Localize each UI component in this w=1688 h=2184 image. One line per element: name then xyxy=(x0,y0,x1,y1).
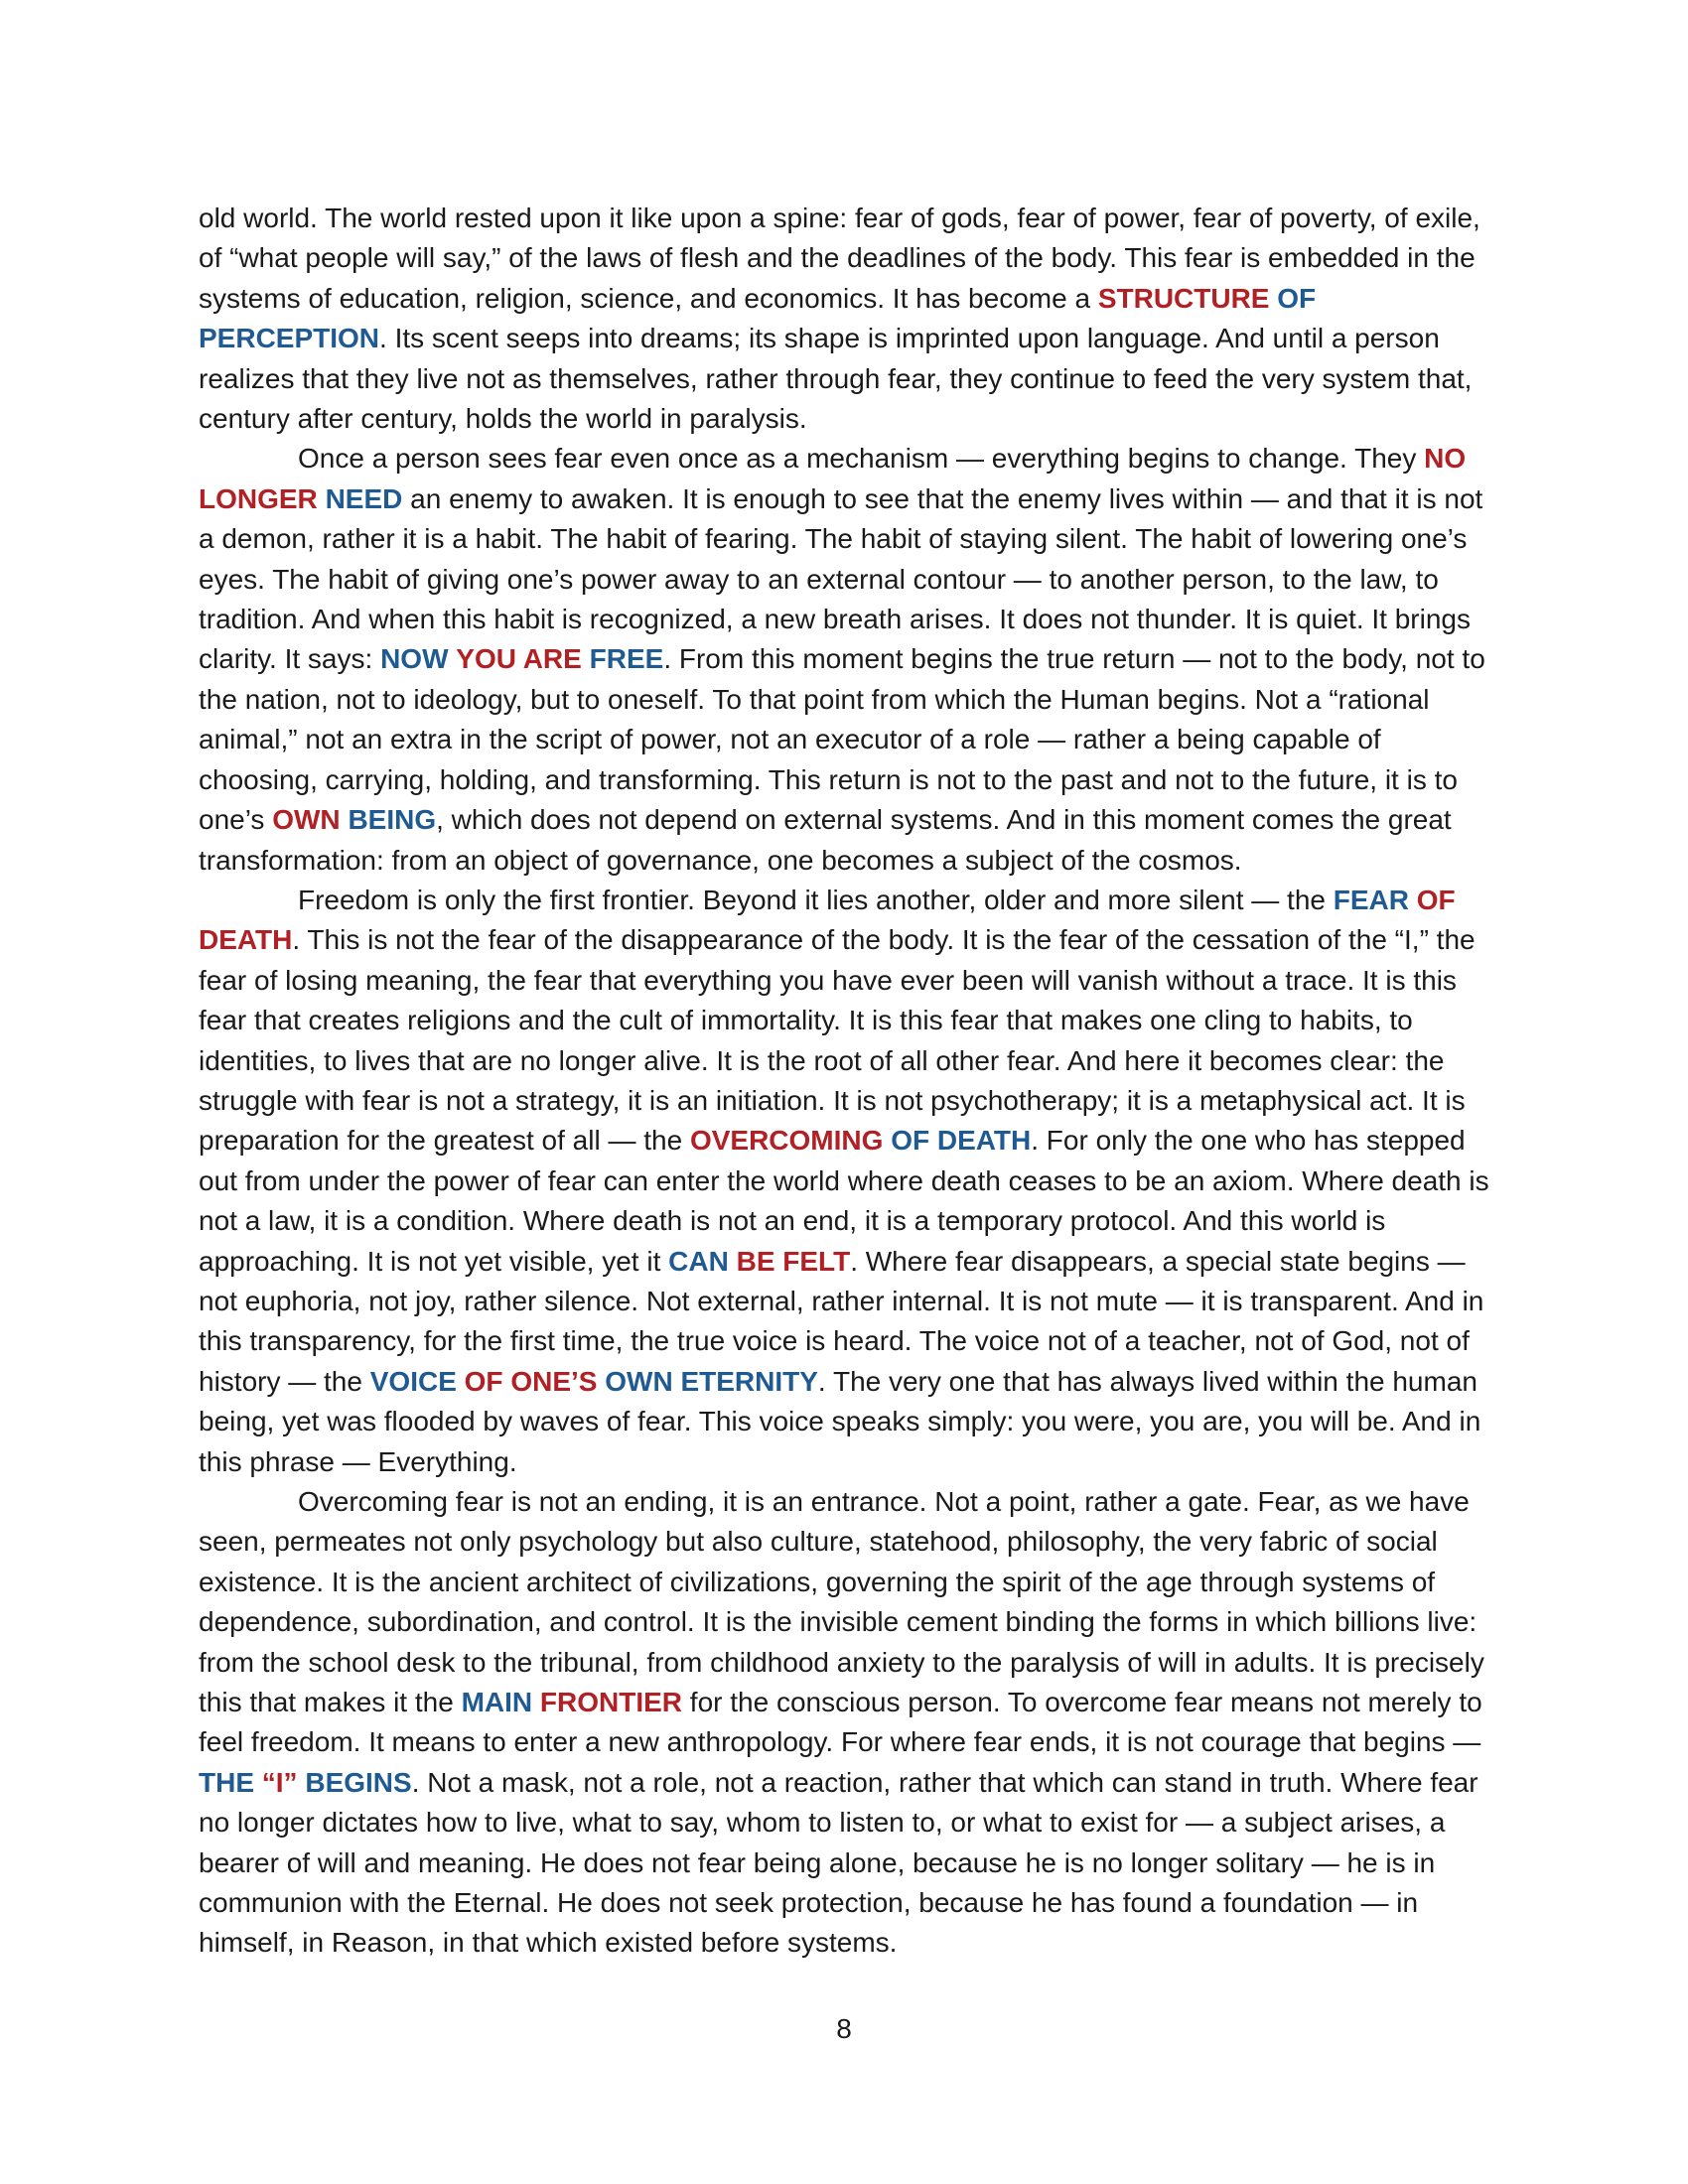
paragraph xyxy=(199,1482,1489,1964)
highlighted-phrase: FREE xyxy=(589,643,664,675)
text-run: . The very one that has always lived within the human being, yet was flooded by waves of fear. This voice speaks simply: you were, you are, you will be. And in this phrase — Everything. xyxy=(199,1365,1481,1477)
text-run: . From this moment begins the true return — not to the body, not to the nation, not to ideology, but to oneself. To that point from which the Human begins. Not a “rational animal,” not an extra in the script of power, not an executor of a role — rather a being capable of choosing, carrying, holding, and transforming. This return is not to the past and not to the future, it is to one’s xyxy=(199,643,1485,836)
text-run xyxy=(532,1687,540,1717)
text-run xyxy=(582,643,590,674)
highlighted-phrase: OF xyxy=(1277,282,1317,314)
highlighted-phrase: OF DEATH xyxy=(199,884,1456,956)
page-number: 8 xyxy=(836,2013,852,2044)
highlighted-phrase: STRUCTURE xyxy=(1097,282,1270,314)
paragraph xyxy=(199,199,1489,439)
text-run xyxy=(318,483,326,514)
text-run: . For only the one who has stepped out from under the power of fear can enter the world where death ceases to be an axiom. Where death is not a law, it is a condition. Where death is not an end, it is a temporary protocol. And this world is approaching. It is not yet visible, yet it xyxy=(199,1125,1489,1277)
text-run: an enemy to awaken. It is enough to see that the enemy lives within — and that it is not a demon, rather it is a habit. The habit of fearing. The habit of staying silent. The habit of lowering one’s eyes. The habit of giving one’s power away to an external contour — to another person, to the law, to tradition. And when this habit is recognized, a new breath arises. It does not thunder. It is quiet. It brings clarity. It says: xyxy=(199,482,1483,675)
highlighted-phrase: OVERCOMING xyxy=(689,1125,884,1157)
text-run: for the conscious person. To overcome fear means not merely to feel freedom. It means to enter a new anthropology. For where fear ends, it is not courage that begins — xyxy=(199,1687,1482,1758)
highlighted-phrase: YOU ARE xyxy=(456,643,582,675)
text-run xyxy=(729,1246,737,1277)
text-run: , which does not depend on external systems. And in this moment comes the great transformation: from an object of governance, one becomes a subject of the cosmos. xyxy=(199,804,1452,876)
text-run xyxy=(1409,885,1417,915)
highlighted-phrase: OF DEATH xyxy=(891,1125,1032,1157)
text-run: . Its scent seeps into dreams; its shape is imprinted upon language. And until a person realizes that they live not as themselves, rather through fear, they continue to feed the very system that, century after century, holds the world in paralysis. xyxy=(199,323,1473,435)
highlighted-phrase: NO LONGER xyxy=(199,443,1467,514)
highlighted-phrase: FRONTIER xyxy=(539,1687,683,1718)
text-run: Freedom is only the first frontier. Beyond it lies another, older and more silent — the xyxy=(298,884,1334,915)
text-run: Overcoming fear is not an ending, it is an entrance. Not a point, rather a gate. Fear, as we have seen, permeates not only psychology but also culture, statehood, philosophy, the very fabric of social existence. It is the ancient architect of civilizations, governing the spirit of the age through systems of dependence, subordination, and control. It is the invisible cement binding the forms in which billions live: from the school desk to the tribunal, from childhood anxiety to the paralysis of will in adults. It is precisely this that makes it the xyxy=(199,1486,1484,1718)
highlighted-phrase: THE xyxy=(199,1766,254,1798)
text-run: Once a person sees fear even once as a mechanism — everything begins to change. They xyxy=(298,443,1425,475)
text-run xyxy=(254,1767,262,1798)
text-run: old world. The world rested upon it like upon a spine: fear of gods, fear of power, fear of poverty, of exile, of “what people will say,” of the laws of flesh and the deadlines of the body. This fear is embedded in the systems of education, religion, science, and economics. It has become a xyxy=(199,203,1480,314)
highlighted-phrase: NEED xyxy=(325,482,403,514)
highlighted-phrase: “I” xyxy=(261,1766,298,1798)
highlighted-phrase: OWN xyxy=(272,804,341,836)
highlighted-phrase: VOICE xyxy=(369,1365,457,1397)
paragraph xyxy=(199,439,1489,880)
highlighted-phrase: MAIN xyxy=(461,1687,533,1718)
body-text xyxy=(199,199,1489,1964)
paragraph xyxy=(199,881,1489,1482)
highlighted-phrase: BEGINS xyxy=(305,1766,412,1798)
highlighted-phrase: BEING xyxy=(348,804,437,836)
text-run: . Where fear disappears, a special state begins — not euphoria, not joy, rather silence. Not external, rather internal. It is not mute — it is transparent. And in this transparency, for the first time, the true voice is heard. The voice not of a teacher, not of God, not of history — the xyxy=(199,1245,1484,1397)
highlighted-phrase: OF ONE’S xyxy=(464,1365,598,1397)
text-run: . Not a mask, not a role, not a reaction, rather that which can stand in truth. Where fear no longer dictates how to live, what to say, whom to listen to, or what to exist for — a subject arises, a bearer of will and meaning. He does not fear being alone, because he is no longer solitary — he is in communion with the Eternal. He does not seek protection, because he has found a foundation — in himself, in Reason, in that which existed before systems. xyxy=(199,1766,1478,1959)
highlighted-phrase: NOW xyxy=(380,643,449,675)
highlighted-phrase: OWN ETERNITY xyxy=(605,1365,818,1397)
highlighted-phrase: BE FELT xyxy=(736,1245,851,1277)
highlighted-phrase: CAN xyxy=(668,1245,729,1277)
text-run xyxy=(457,1366,465,1397)
highlighted-phrase: PERCEPTION xyxy=(199,323,380,354)
text-run: . This is not the fear of the disappearance of the body. It is the fear of the cessation of the “I,” the fear of losing meaning, the fear that everything you have ever been will vanish without a trace. It is this fear that creates religions and the cult of immortality. It is this fear that makes one cling to habits, to identities, to lives that are no longer alive. It is the root of all other fear. And here it becomes clear: the struggle with fear is not a strategy, it is an initiation. It is not psychotherapy; it is a metaphysical act. It is preparation for the greatest of all — the xyxy=(199,924,1476,1157)
highlighted-phrase: FEAR xyxy=(1333,884,1409,915)
